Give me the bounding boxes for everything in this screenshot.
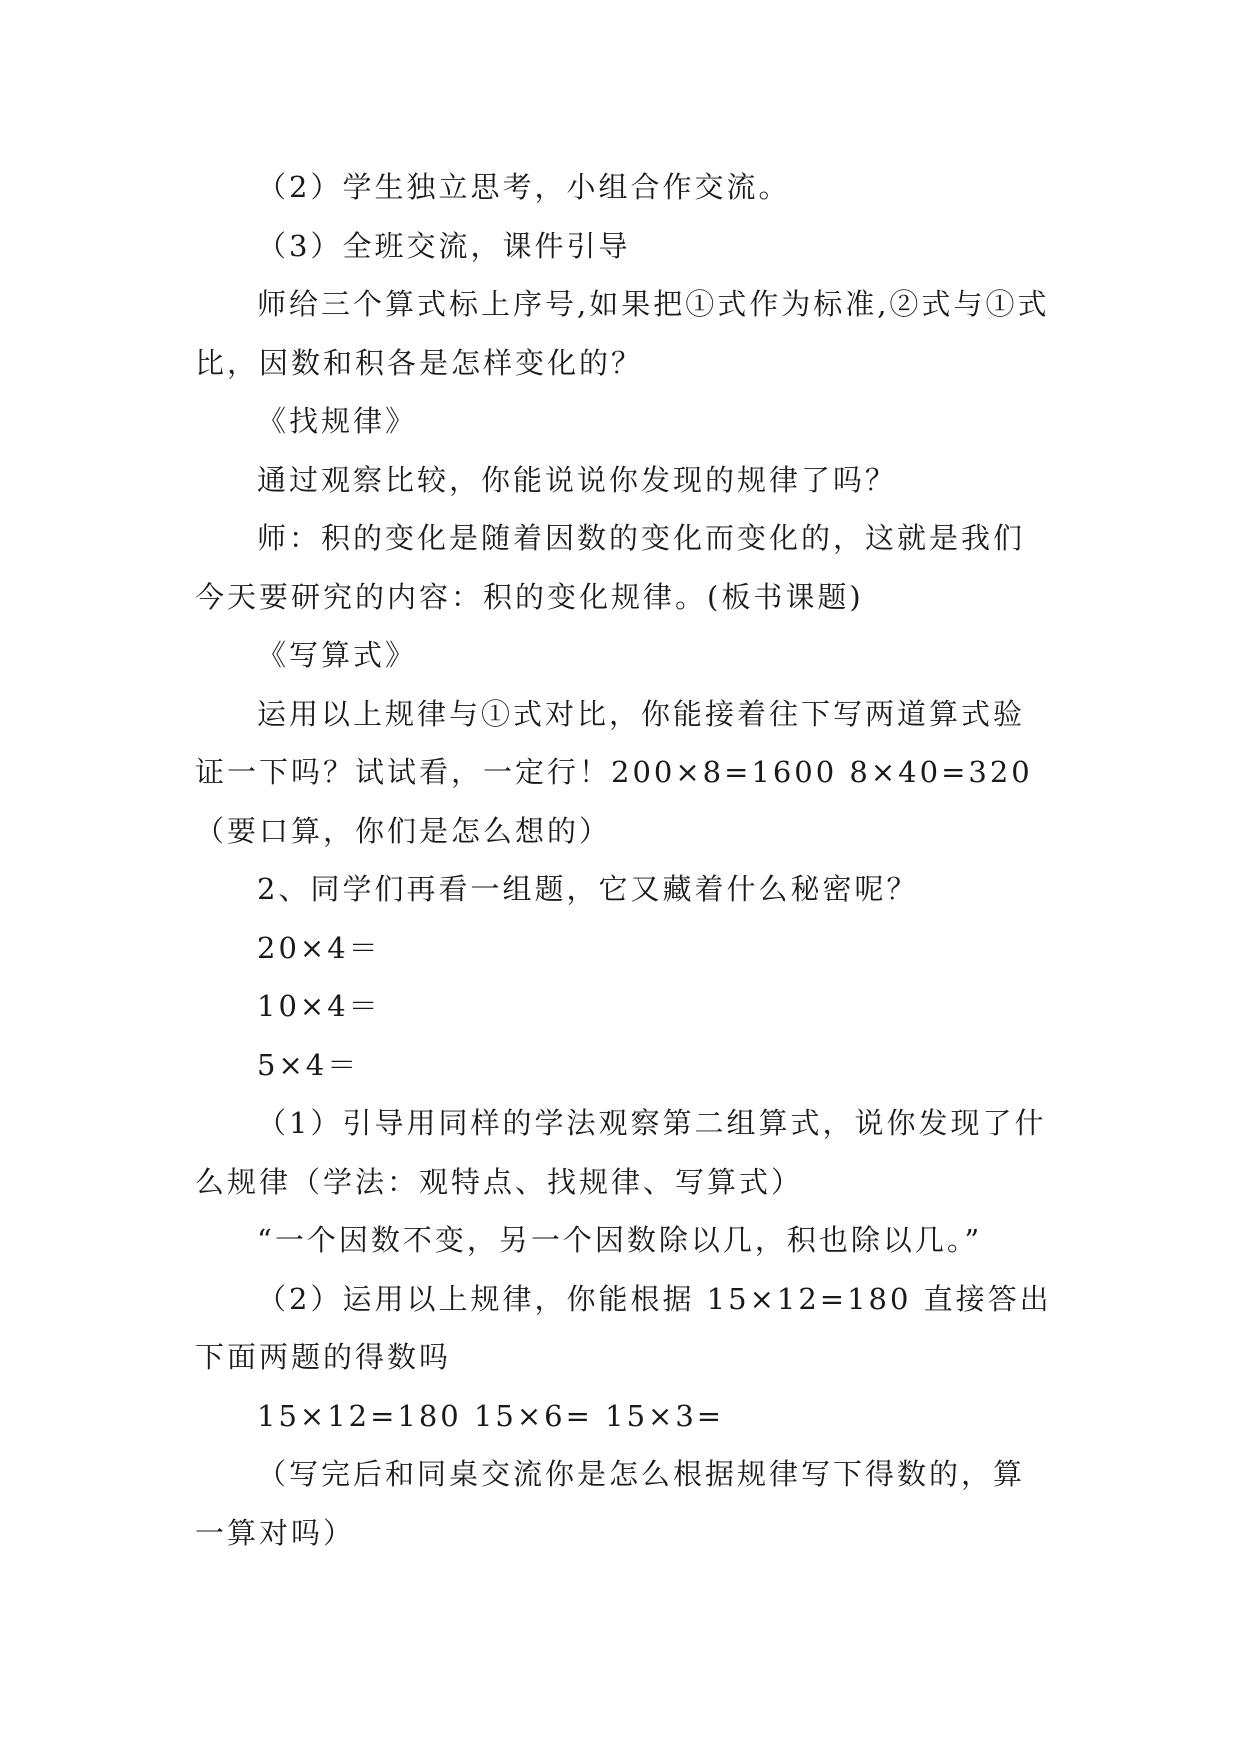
paragraph-teacher-summary: 师：积的变化是随着因数的变化而变化的，这就是我们今天要研究的内容：积的变化规律。(板书课题) — [195, 521, 1026, 614]
paragraph-step-3: （3）全班交流，课件引导 — [257, 228, 631, 263]
paragraph-discuss: （写完后和同桌交流你是怎么根据规律写下得数的，算一算对吗） — [195, 1457, 1026, 1550]
paragraph-second-group: 2、同学们再看一组题，它又藏着什么秘密呢？ — [257, 872, 919, 906]
paragraph-apply-rule-2: （2）运用以上规律，你能根据 15×12=180 直接答出下面两题的得数吗 — [195, 1281, 1052, 1374]
paragraph-step-2: （2）学生独立思考，小组合作交流。 — [257, 170, 791, 204]
paragraph-guide-observe: （1）引导用同样的学法观察第二组算式，说你发现了什么规律（学法：观特点、找规律、写算式） — [195, 1106, 1047, 1199]
formula-line-2: 10×4＝ — [257, 989, 381, 1023]
paragraph-apply-rule: 运用以上规律与①式对比，你能接着往下写两道算式验证一下吗？试试看，一定行！200×8=1600 8×40=320（要口算，你们是怎么想的） — [195, 696, 1033, 848]
heading-write-formula: 《写算式》 — [257, 638, 418, 672]
paragraph-observe-compare: 通过观察比较，你能说说你发现的规律了吗？ — [257, 462, 898, 497]
document-body — [195, 158, 1055, 1562]
formula-line-1: 20×4＝ — [257, 930, 381, 965]
formula-line-4: 15×12=180 15×6= 15×3= — [257, 1398, 725, 1433]
heading-find-pattern: 《找规律》 — [257, 404, 418, 438]
paragraph-teacher-question: 师给三个算式标上序号,如果把①式作为标准,②式与①式比，因数和积各是怎样变化的？ — [195, 287, 1050, 380]
formula-line-3: 5×4＝ — [257, 1047, 360, 1082]
paragraph-rule-quote: “一个因数不变，另一个因数除以几，积也除以几。” — [257, 1223, 983, 1257]
